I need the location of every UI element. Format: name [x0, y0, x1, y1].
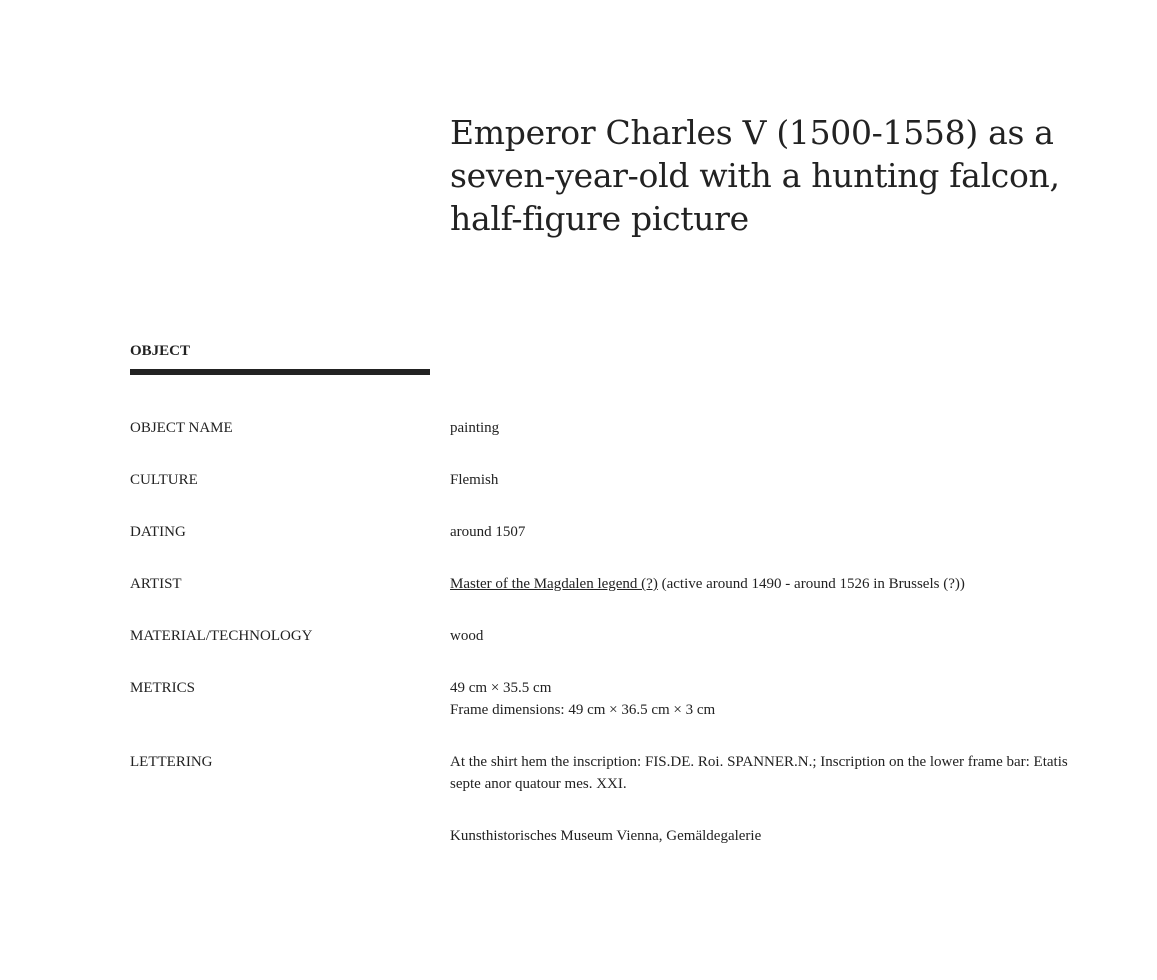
artist-link[interactable]: Master of the Magdalen legend (?) — [450, 576, 658, 592]
detail-row-material — [130, 625, 1090, 647]
detail-row-collection — [130, 825, 1090, 847]
detail-value: around 1507 — [450, 524, 526, 540]
detail-value: At the shirt hem the inscription: FIS.DE. Roi. SPANNER.N.; Inscription on the lower frame bar: Etatis septe anor quatour mes. XXI. — [450, 754, 1068, 792]
detail-value: painting — [450, 420, 500, 436]
detail-label: CULTURE — [130, 472, 198, 488]
detail-row-dating — [130, 521, 1090, 543]
collection-name: Kunsthistorisches Museum Vienna, Gemäldegalerie — [450, 828, 762, 844]
metrics-frame-dimensions: Frame dimensions: 49 cm × 36.5 cm × 3 cm — [450, 702, 716, 718]
detail-row-lettering — [130, 751, 1090, 795]
artist-active-period: (active around 1490 - around 1526 in Brussels (?)) — [657, 576, 965, 592]
detail-label: LETTERING — [130, 754, 213, 770]
detail-value — [450, 677, 1090, 721]
page-title: Emperor Charles V (1500-1558) as a seven-year-old with a hunting falcon, half-figure picture — [450, 113, 1060, 238]
detail-label: MATERIAL/TECHNOLOGY — [130, 628, 313, 644]
detail-value: Flemish — [450, 472, 499, 488]
detail-label: ARTIST — [130, 576, 182, 592]
detail-row-culture — [130, 469, 1090, 491]
detail-label — [130, 825, 450, 847]
detail-row-object-name — [130, 417, 1090, 439]
detail-row-metrics — [130, 677, 1090, 721]
detail-label: METRICS — [130, 680, 196, 696]
detail-row-artist — [130, 573, 1090, 595]
object-details-list — [130, 417, 1090, 877]
section-heading-object: OBJECT — [130, 343, 191, 359]
detail-label: OBJECT NAME — [130, 420, 233, 436]
detail-label: DATING — [130, 524, 186, 540]
detail-value — [450, 573, 1090, 595]
section-divider — [130, 369, 430, 375]
metrics-dimensions: 49 cm × 35.5 cm — [450, 680, 552, 696]
detail-value: wood — [450, 628, 484, 644]
